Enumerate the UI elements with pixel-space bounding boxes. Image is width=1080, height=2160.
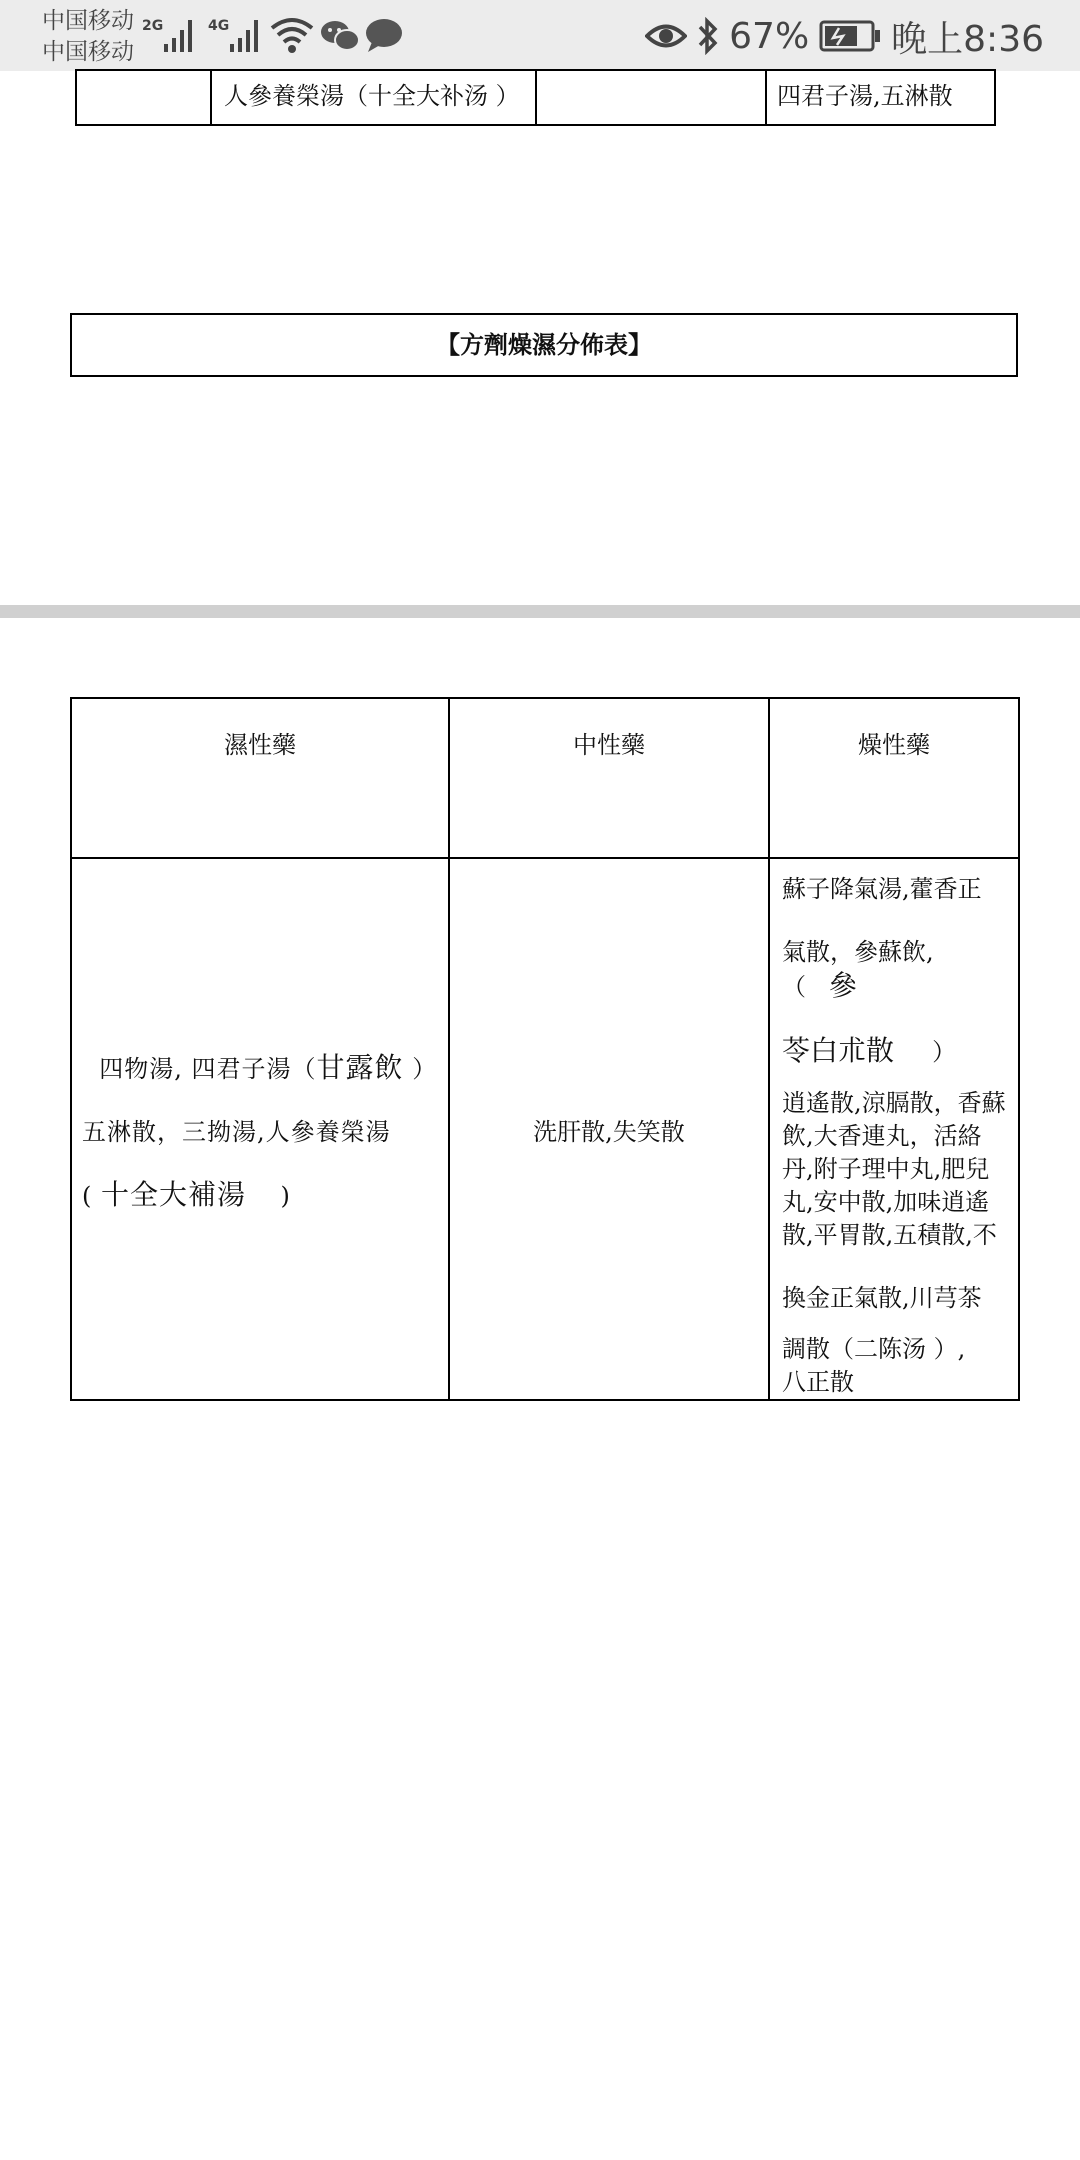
signal-2-label: 4G [208,18,230,34]
carrier-2: 中国移动 [42,39,134,65]
signal-bars-icon [162,14,198,54]
dry-line: 蘇子降氣湯,藿香正 [782,875,982,903]
section-title: 【方劑燥濕分佈表】 [436,330,652,359]
dry-line: 飲,大香連丸，活絡 [782,1122,982,1150]
prev-table-cell [75,69,212,126]
wet-cell [71,858,449,1400]
dry-cell [769,858,1019,1400]
dry-line: 丸,安中散,加味逍遙 [782,1188,990,1216]
wifi-icon [270,16,314,54]
header-wet: 濕性藥 [71,698,449,858]
status-bar [0,0,1080,71]
message-icon [364,18,404,54]
wechat-icon [320,18,360,54]
eye-comfort-icon [645,21,687,51]
status-right [645,12,1044,60]
section-title-frame [70,313,1018,377]
neutral-cell: 洗肝散,失笑散 [449,858,769,1400]
wet-line: 五淋散，三拗湯,人參養榮湯 [82,1117,391,1146]
header-neutral: 中性藥 [449,698,769,858]
battery-percent: 67% [729,15,810,57]
dry-line: 調散（二陈汤 ）, [782,1335,966,1363]
dry-line: 散,平胃散,五積散,不 [782,1221,997,1249]
header-dry: 燥性藥 [769,698,1019,858]
dry-line: 丹,附子理中丸,肥兒 [782,1155,990,1183]
dry-line: 逍遙散,涼膈散，香蘇 [782,1089,1006,1117]
signal-bars-icon [228,14,264,54]
clock: 晚上8:36 [891,18,1044,60]
carrier-1: 中国移动 [42,8,134,34]
dry-line: 苓白朮散 ） [782,1034,957,1067]
dry-line: 八正散 [782,1368,854,1396]
table-header-row [71,698,1019,858]
prev-table-text: 人參養榮湯（十全大补汤 ） [224,82,520,110]
bluetooth-icon [697,17,719,55]
prev-table-cell [535,69,767,126]
wet-line: 四物湯, 四君子湯（甘露飲 ） [99,1050,438,1084]
wet-line: ( 十全大補湯 ) [82,1177,291,1211]
battery-charging-icon [819,20,881,52]
prev-table-text: 四君子湯,五淋散 [777,82,953,110]
signal-1-label: 2G [142,18,164,34]
formula-table [70,697,1020,1401]
page-divider [0,605,1080,618]
carrier-names [42,6,134,68]
dry-line: 換金正氣散,川芎茶 [782,1284,982,1312]
dry-line: 氣散，參蘇飲,（ 參 [782,938,934,1002]
table-row [71,858,1019,1400]
